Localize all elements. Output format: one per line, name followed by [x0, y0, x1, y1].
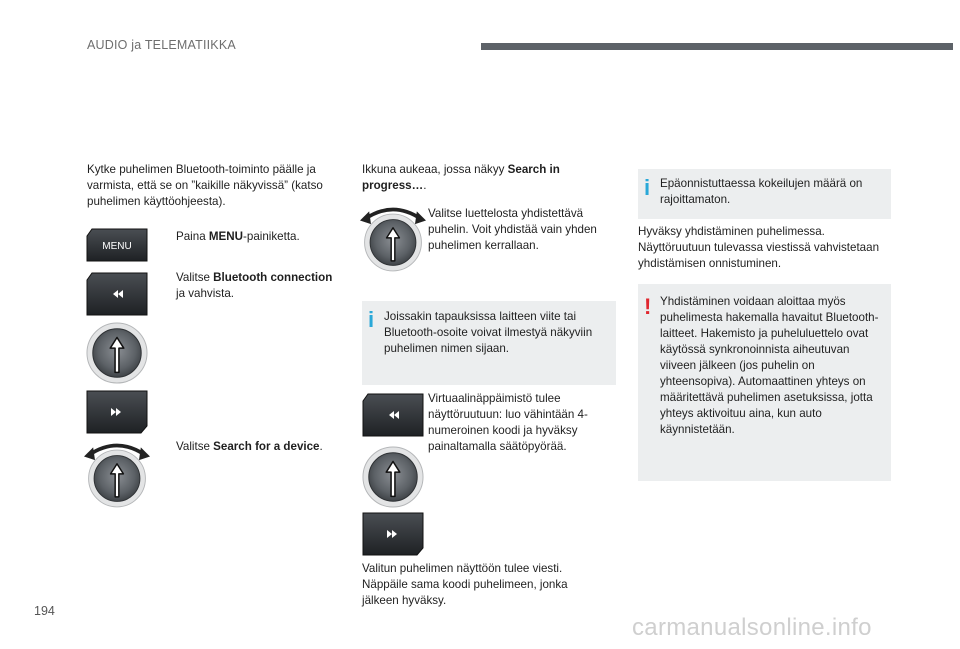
- menu-button-label: MENU: [102, 241, 132, 252]
- page-number: 194: [34, 604, 55, 618]
- section-title: AUDIO ja TELEMATIIKKA: [87, 38, 236, 52]
- seek-back-button[interactable]: [86, 272, 148, 316]
- header-bar: [481, 43, 953, 50]
- control-knob[interactable]: [86, 322, 148, 384]
- virtual-keypad-text: Virtuaalinäppäimistö tulee näyttöruutuun: luo vähintään 4-numeroinen koodi ja hyväksy painaltamalla säätöpyörää.: [428, 392, 588, 453]
- intro-text: Kytke puhelimen Bluetooth-toiminto päälle ja varmista, että se on ”kaikille näkyvissä” (katso puhelimen käyttöohjeesta).: [87, 163, 323, 208]
- attempts-note-text: Epäonnistuttaessa kokeilujen määrä on rajoittamaton.: [660, 177, 863, 206]
- seek-forward-button-2[interactable]: [362, 512, 424, 556]
- window-opens-text: Ikkuna aukeaa, jossa näkyy Search in progress….: [362, 163, 560, 192]
- menu-button[interactable]: [86, 228, 148, 262]
- control-knob-2[interactable]: [362, 446, 424, 508]
- info-icon: i: [644, 175, 651, 200]
- info-note-text: Joissakin tapauksissa laitteen viite tai Bluetooth-osoite voivat ilmestyä näkyviin puhelimen nimen sijaan.: [384, 310, 593, 355]
- info-note: [362, 301, 616, 385]
- info-icon: i: [368, 307, 375, 332]
- accept-pairing-text: Hyväksy yhdistäminen puhelimessa. Näyttöruutuun tulevassa viestissä vahvistetaan yhdistämisen onnistuminen.: [638, 225, 880, 270]
- step-press-menu: Paina MENU-painiketta.: [176, 230, 300, 243]
- rotary-knob[interactable]: [84, 436, 150, 510]
- step-search-device: Valitse Search for a device.: [176, 440, 323, 453]
- seek-forward-button[interactable]: [86, 390, 148, 434]
- rotary-knob-select[interactable]: [360, 200, 426, 274]
- warning-icon: !: [644, 294, 652, 319]
- select-phone-text: Valitse luettelosta yhdistettävä puhelin. Voit yhdistää vain yhden puhelimen kerrallaan.: [428, 207, 597, 252]
- warning-note: [638, 284, 891, 481]
- seek-back-button-2[interactable]: [362, 393, 424, 437]
- step-bluetooth-connection: Valitse Bluetooth connection ja vahvista.: [176, 271, 333, 300]
- phone-message-text: Valitun puhelimen näyttöön tulee viesti. Näppäile sama koodi puhelimeen, jonka jälkeen hyväksy.: [362, 562, 568, 607]
- info-note-attempts: [638, 169, 891, 219]
- warning-note-text: Yhdistäminen voidaan aloittaa myös puhelimesta hakemalla havaitut Bluetooth-laitteet. Hakemisto ja puheluluettelo ovat käytössä synkronoinnista aiheutuvan viiveen jälkeen (jos puhelin on yhteensopiva). Automaattinen yhteys on määritettävä puhelimen asetuksissa, jotta yhteys aktivoituu aina, kun auto käynnistetään.: [660, 295, 879, 436]
- watermark: carmanualsonline.info: [632, 614, 872, 641]
